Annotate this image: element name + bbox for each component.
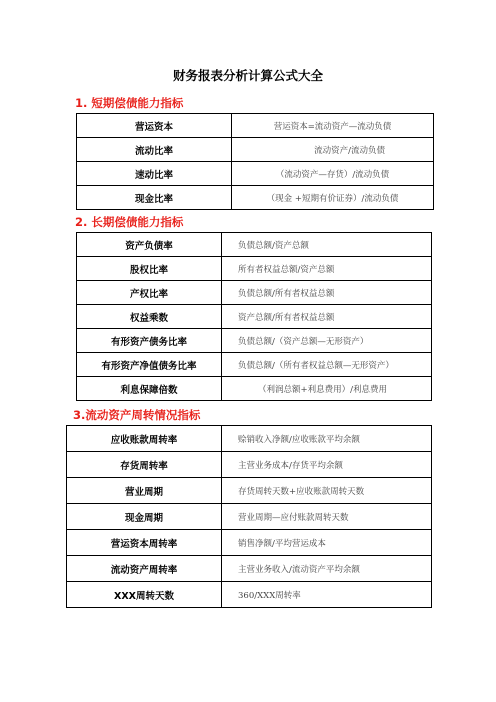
indicator-formula: 赊销收入净额/应收账款平均余额 [222,426,432,452]
indicator-formula: 资产总额/所有者权益总额 [222,305,432,329]
table-row [67,582,432,608]
table-row [67,530,432,556]
table-row [77,281,432,305]
table-row [67,426,432,452]
short-term-table [76,113,434,210]
indicator-name: 有形资产净值债务比率 [77,353,222,377]
indicator-formula: 负债总额/所有者权益总额 [222,281,432,305]
indicator-name: XXX周转天数 [67,582,222,608]
table-row [77,186,434,210]
indicator-name: 现金比率 [77,186,232,210]
indicator-formula: 所有者权益总额/资产总额 [222,257,432,281]
table-row [77,305,432,329]
section-heading-current-assets: 3.流动资产周转情况指标 [73,408,201,422]
indicator-formula: 负债总额/资产总额 [222,233,432,257]
indicator-name: 资产负债率 [77,233,222,257]
indicator-name: 流动比率 [77,138,232,162]
section-heading-short-term: 1. 短期偿债能力指标 [75,96,184,110]
indicator-name: 现金周期 [67,504,222,530]
indicator-name: 有形资产债务比率 [77,329,222,353]
indicator-name: 应收账款周转率 [67,426,222,452]
indicator-name: 营业周期 [67,478,222,504]
indicator-formula: （流动资产—存货）/流动负债 [232,162,434,186]
table-row [77,377,432,401]
table-row [67,478,432,504]
indicator-formula: 营业周期—应付账款周转天数 [222,504,432,530]
indicator-name: 营运资本周转率 [67,530,222,556]
table-row [77,233,432,257]
indicator-formula: （现金 +短期有价证券）/流动负债 [232,186,434,210]
table-row [77,353,432,377]
indicator-formula: 存货周转天数+应收账款周转天数 [222,478,432,504]
indicator-formula: 负债总额/（资产总额—无形资产） [222,329,432,353]
indicator-formula: 销售净额/平均营运成本 [222,530,432,556]
table-row [77,114,434,138]
indicator-formula: 营运资本=流动资产—流动负债 [232,114,434,138]
table-row [67,556,432,582]
indicator-name: 利息保障倍数 [77,377,222,401]
indicator-name: 股权比率 [77,257,222,281]
indicator-name: 速动比率 [77,162,232,186]
table-row [77,138,434,162]
document-title: 财务报表分析计算公式大全 [172,68,323,83]
table-row [67,452,432,478]
indicator-formula: 流动资产/流动负债 [232,138,434,162]
indicator-formula: 360/XXX周转率 [222,582,432,608]
indicator-formula: 主营业务收入/流动资产平均余额 [222,556,432,582]
indicator-formula: 主营业务成本/存货平均余额 [222,452,432,478]
indicator-name: 流动资产周转率 [67,556,222,582]
indicator-name: 存货周转率 [67,452,222,478]
table-row [77,257,432,281]
table-row [77,162,434,186]
long-term-table [76,232,432,401]
table-row [77,329,432,353]
current-assets-table [66,425,432,608]
indicator-name: 权益乘数 [77,305,222,329]
indicator-formula: 负债总额/（所有者权益总额—无形资产） [222,353,432,377]
indicator-formula: （利润总额+利息费用）/利息费用 [222,377,432,401]
section-heading-long-term: 2. 长期偿债能力指标 [75,215,184,229]
table-row [67,504,432,530]
indicator-name: 营运资本 [77,114,232,138]
indicator-name: 产权比率 [77,281,222,305]
